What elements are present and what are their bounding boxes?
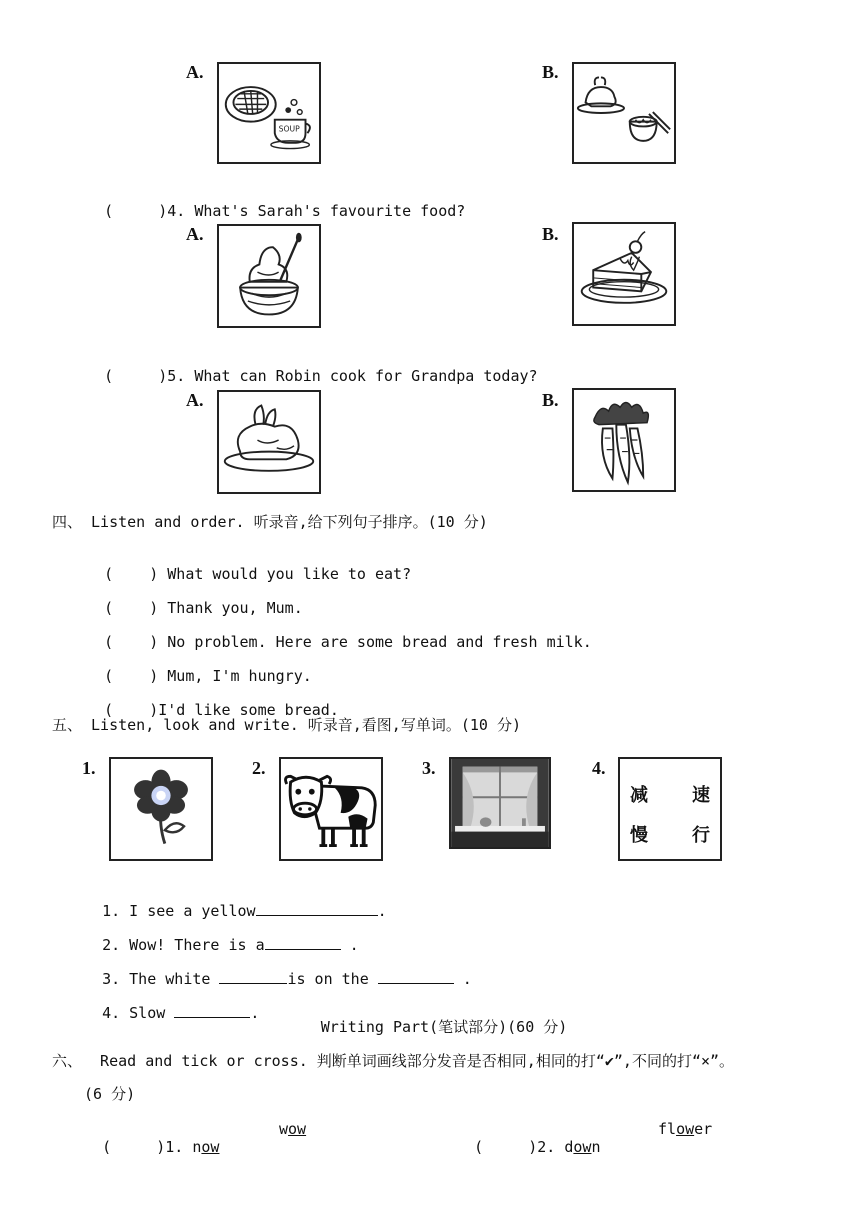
tick-item-2 [456,1120,601,1156]
section4-heading: 四、 Listen and order. 听录音,给下列句子排序。(10 分) [52,513,488,531]
section5-heading: 五、 Listen, look and write. 听录音,看图,写单词。(10 分) [52,716,521,734]
answer-bracket[interactable]: ( ) [104,701,159,719]
q3-option-b-label: B. [542,62,559,82]
waffle-and-soup-icon [219,64,319,162]
cake-icon [574,224,674,324]
q4-option-b-image [572,222,676,326]
ice-cream-icon [219,226,319,326]
order-item: ( )I'd like some bread. [104,701,339,719]
answer-bracket[interactable]: ( )1. [102,1138,184,1156]
chicken-and-noodles-icon [574,64,674,162]
q4-question-row [86,184,465,220]
order-item: ( ) Mum, I'm hungry. [104,667,312,685]
picture-number: 3. [422,758,436,778]
q5-option-b-image [572,388,676,492]
answer-bracket[interactable]: ( ) [104,667,159,685]
section6-heading: 六、 Read and tick or cross. 判断单词画线部分发音是否相同,相同的打“✔”,不同的打“×”。 [52,1052,735,1070]
q3-option-a-image [217,62,321,164]
q4-option-a-label: A. [186,224,204,244]
q4-option-b-label: B. [542,224,559,244]
write-line-3: 3. The white is on the . [102,970,472,988]
section6-score: (6 分) [84,1085,136,1103]
sign-char: 减 [630,785,648,806]
q5-question-row [86,349,538,385]
window-icon [451,759,549,847]
picture-2 [279,757,383,861]
answer-bracket[interactable]: ( )4. [104,202,186,220]
answer-bracket[interactable]: ( ) [104,633,159,651]
answer-blank[interactable] [265,935,341,950]
sign-char: 慢 [630,825,648,846]
word-2: flower [658,1120,713,1138]
q5-question-text: What can Robin cook for Grandpa today? [194,367,538,385]
q5-option-b-label: B. [542,390,559,410]
picture-3 [449,757,551,849]
order-item: ( ) What would you like to eat? [104,565,412,583]
word-2: wow [279,1120,307,1138]
q3-option-a-label: A. [186,62,204,82]
answer-blank[interactable] [174,1003,250,1018]
picture-number: 2. [252,758,266,778]
q3-option-b-image [572,62,676,164]
tick-item-1 [84,1120,219,1156]
sign-char: 速 [692,785,710,806]
svg-text:SOUP: SOUP [278,124,300,134]
sign-char: 行 [692,825,710,846]
flower-icon [111,759,211,859]
write-line-2: 2. Wow! There is a . [102,936,359,954]
picture-number: 1. [82,758,96,778]
picture-4 [618,757,722,861]
cow-icon [281,759,381,859]
answer-bracket[interactable]: ( )2. [474,1138,556,1156]
answer-bracket[interactable]: ( ) [104,565,159,583]
q4-option-a-image [217,224,321,328]
answer-bracket[interactable]: ( )5. [104,367,186,385]
writing-part-title: Writing Part(笔试部分)(60 分) [320,1018,568,1036]
answer-blank[interactable] [219,969,287,984]
write-line-1: 1. I see a yellow . [102,902,387,920]
q4-question-text: What's Sarah's favourite food? [194,202,466,220]
write-line-4: 4. Slow . [102,1004,260,1022]
roast-chicken-icon [219,392,319,492]
sign-icon [620,759,720,859]
carrots-icon [574,390,674,490]
q5-option-a-label: A. [186,390,204,410]
picture-1 [109,757,213,861]
answer-blank[interactable] [378,969,454,984]
word-1: now [192,1138,220,1156]
order-item: ( ) No problem. Here are some bread and fresh milk. [104,633,592,651]
answer-blank[interactable] [256,901,378,916]
picture-number: 4. [592,758,606,778]
answer-bracket[interactable]: ( ) [104,599,159,617]
q5-option-a-image [217,390,321,494]
word-1: down [564,1138,601,1156]
order-item: ( ) Thank you, Mum. [104,599,303,617]
